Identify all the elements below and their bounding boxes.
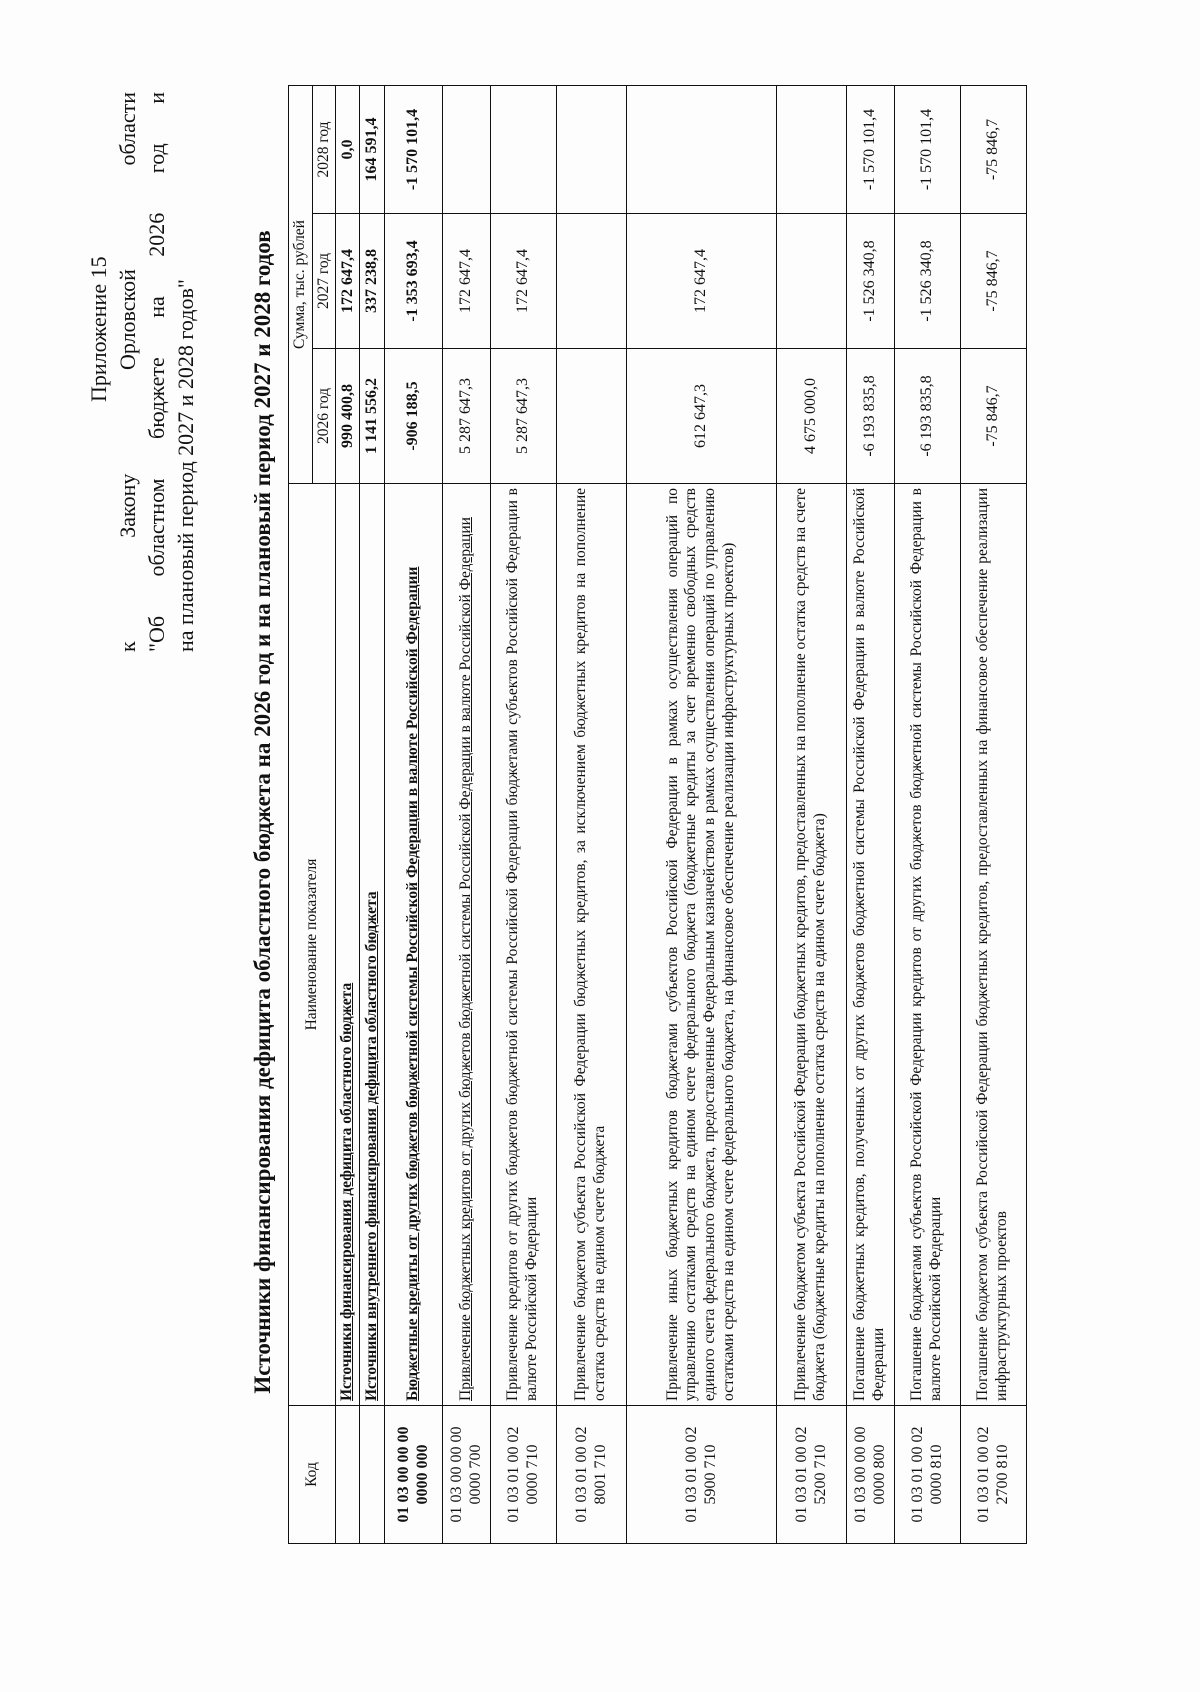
row-code [336, 1406, 360, 1544]
row-name [360, 484, 384, 1406]
column-header-sum: Сумма, тыс. рублей [289, 85, 313, 483]
row-name-text: Погашение бюджетами субъектов Российской Федерации кредитов от других бюджетов бюджетной системы Российской Федерации в валюте Российской Федерации [908, 488, 945, 1401]
table-row [846, 85, 894, 1543]
table-row [894, 85, 960, 1543]
row-name-text: Привлечение бюджетом субъекта Российской Федерации бюджетных кредитов, предоставленных на пополнение остатка средств на счете бюджета (бюджетные кредиты на пополнение остатка средств на едином счете бюджета) [792, 488, 829, 1401]
row-value-2028 [442, 85, 490, 213]
row-value-2027 [556, 214, 626, 349]
row-code: 01 03 01 00 02 5900 710 [626, 1406, 776, 1544]
table-row [960, 85, 1026, 1543]
table-row [384, 85, 442, 1543]
row-name-text: Источники финансирования дефицита областного бюджета [338, 982, 356, 1401]
table-row [556, 85, 626, 1543]
table-row [776, 85, 846, 1543]
row-value-2028: 164 591,4 [360, 85, 384, 213]
row-value-2028 [776, 85, 846, 213]
row-value-2027 [776, 214, 846, 349]
law-title: "Об областном бюджете на 2026 год и [144, 92, 170, 652]
row-value-2028: -1 570 101,4 [846, 85, 894, 213]
row-name [556, 484, 626, 1406]
law-title-continued: на плановый период 2027 и 2028 годов" [173, 279, 199, 652]
table-row [490, 85, 556, 1543]
row-value-2027: -1 526 340,8 [894, 214, 960, 349]
row-name [626, 484, 776, 1406]
row-name [384, 484, 442, 1406]
row-value-2026: 5 287 647,3 [490, 349, 556, 484]
row-value-2026: 990 400,8 [336, 349, 360, 484]
row-code: 01 03 00 00 00 0000 800 [846, 1406, 894, 1544]
row-value-2026: -906 188,5 [384, 349, 442, 484]
row-value-2028: 0,0 [336, 85, 360, 213]
row-name [960, 484, 1026, 1406]
row-value-2026: -6 193 835,8 [894, 349, 960, 484]
law-reference: к Закону Орловской области [115, 92, 141, 652]
row-value-2027: -1 526 340,8 [846, 214, 894, 349]
row-name-text: Привлечение иных бюджетных кредитов бюджетами субъектов Российской Федерации в рамках осуществления операций по управлению остатками средств на едином счете федерального бюджета (бюджетные кредиты за счет временно свободных средств единого счета федерального бюджета, предоставленные Федеральным казначейством в рамках осуществления операций по управлению остатками средств на едином счете федерального бюджета, на финансовое обеспечение реализации инфраструктурных проектов) [663, 488, 737, 1401]
row-value-2027: -75 846,7 [960, 214, 1026, 349]
row-value-2027: 172 647,4 [490, 214, 556, 349]
row-code: 01 03 01 00 02 5200 710 [776, 1406, 846, 1544]
table-row [336, 85, 360, 1543]
column-header-code: Код [289, 1406, 336, 1544]
row-name [490, 484, 556, 1406]
row-value-2028: -1 570 101,4 [894, 85, 960, 213]
row-name-text: Привлечение бюджетных кредитов от других бюджетов бюджетной системы Российской Федерации в валюте Российской Федерации [456, 517, 474, 1401]
column-header-2026: 2026 год [312, 349, 336, 484]
row-name-text: Погашение бюджетом субъекта Российской Федерации бюджетных кредитов, предоставленных на финансовое обеспечение реализации инфраструктурных проектов [974, 488, 1011, 1401]
appendix-header [84, 92, 200, 652]
row-value-2028 [490, 85, 556, 213]
row-value-2028: -75 846,7 [960, 85, 1026, 213]
row-code: 01 03 00 00 00 0000 000 [384, 1406, 442, 1544]
row-value-2026: 4 675 000,0 [776, 349, 846, 484]
row-value-2028 [626, 85, 776, 213]
table-row [442, 85, 490, 1543]
row-code: 01 03 01 00 02 0000 810 [894, 1406, 960, 1544]
row-name-text: Бюджетные кредиты от других бюджетов бюджетной системы Российской Федерации в валюте Российской Федерации [403, 566, 421, 1401]
column-header-2027: 2027 год [312, 214, 336, 349]
document-title: Источники финансирования дефицита областного бюджета на 2026 год и на плановый период 2027 и 2028 годов [250, 230, 275, 1394]
column-header-name: Наименование показателя [289, 484, 336, 1406]
row-name [336, 484, 360, 1406]
row-name-text: Привлечение кредитов от других бюджетов бюджетной системы Российской Федерации бюджетами субъектов Российской Федерации в валюте Российской Федерации [504, 488, 541, 1401]
table-row [626, 85, 776, 1543]
row-name [776, 484, 846, 1406]
row-name-text: Погашение бюджетных кредитов, полученных от других бюджетов бюджетной системы Российской Федерации в валюте Российской Федерации [851, 488, 888, 1401]
row-code: 01 03 01 00 02 2700 810 [960, 1406, 1026, 1544]
row-value-2026: 612 647,3 [626, 349, 776, 484]
row-value-2028: -1 570 101,4 [384, 85, 442, 213]
row-value-2028 [556, 85, 626, 213]
financing-sources-table [288, 85, 1027, 1544]
row-code: 01 03 01 00 02 0000 710 [490, 1406, 556, 1544]
table-row [360, 85, 384, 1543]
appendix-number: Приложение 15 [86, 256, 111, 402]
row-value-2026: -6 193 835,8 [846, 349, 894, 484]
row-value-2027: 337 238,8 [360, 214, 384, 349]
row-value-2026: 5 287 647,3 [442, 349, 490, 484]
row-value-2027: 172 647,4 [336, 214, 360, 349]
row-name [894, 484, 960, 1406]
row-name-text: Привлечение бюджетом субъекта Российской Федерации бюджетных кредитов, за исключением бюджетных кредитов на пополнение остатка средств на едином счете бюджета [572, 488, 609, 1401]
table-header-row [289, 85, 313, 1543]
row-code [360, 1406, 384, 1544]
row-name [442, 484, 490, 1406]
row-name [846, 484, 894, 1406]
row-value-2027: 172 647,4 [442, 214, 490, 349]
row-value-2027: -1 353 693,4 [384, 214, 442, 349]
row-value-2027: 172 647,4 [626, 214, 776, 349]
row-code: 01 03 01 00 02 8001 710 [556, 1406, 626, 1544]
row-value-2026: 1 141 556,2 [360, 349, 384, 484]
row-value-2026: -75 846,7 [960, 349, 1026, 484]
row-code: 01 03 00 00 00 0000 700 [442, 1406, 490, 1544]
row-value-2026 [556, 349, 626, 484]
column-header-2028: 2028 год [312, 85, 336, 213]
row-name-text: Источники внутреннего финансирования дефицита областного бюджета [362, 891, 380, 1401]
